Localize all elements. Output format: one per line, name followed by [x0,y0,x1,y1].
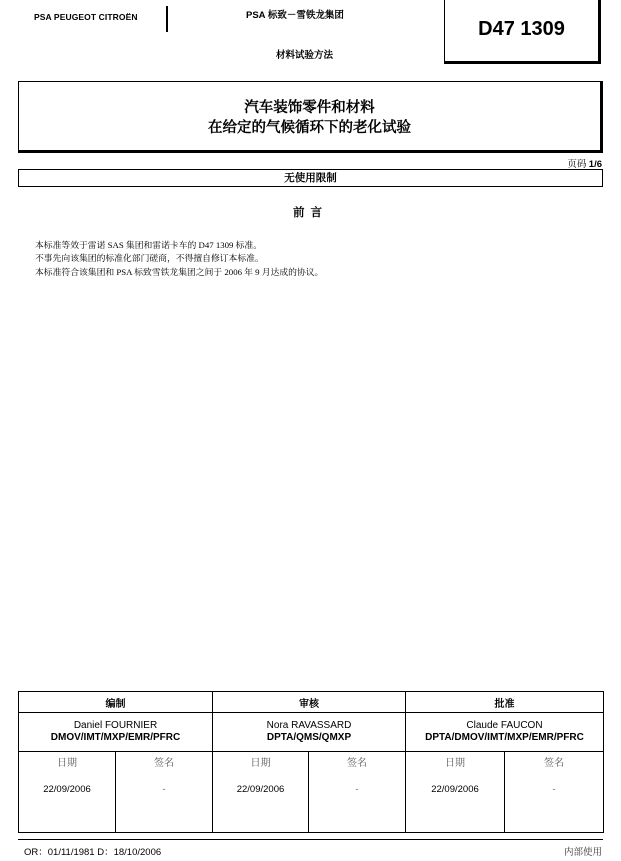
signature-label: 签名 [505,752,604,771]
restriction-banner: 无使用限制 [18,169,603,187]
reviewed-by-cell [213,713,406,752]
foreword-body [35,239,323,279]
foreword-heading: 前言 [293,207,328,219]
prepared-by-name: Daniel FOURNIER [73,720,158,731]
date-label: 日期 [213,752,309,771]
reviewed-date: 22/09/2006 [213,770,309,833]
document-code: D47 1309 [478,18,565,40]
page-number [567,156,602,170]
approved-by-name: Claude FAUCON [466,720,543,731]
prepared-by-header: 编制 [19,692,213,713]
reviewed-by-name: Nora RAVASSARD [266,720,352,731]
document-code-box [444,0,601,64]
reviewed-signature: - [309,770,406,833]
title-box [18,81,603,153]
logo-divider [166,6,168,32]
title-line-2: 在给定的气候循环下的老化试验 [208,120,411,136]
reviewed-by-dept: DPTA/QMS/QMXP [266,732,352,743]
prepared-by-cell [19,713,213,752]
date-label: 日期 [19,752,116,771]
foreword-paragraph: 本标准等效于雷诺 SAS 集团和雷诺卡车的 D47 1309 标准。 [35,240,263,250]
signature-label: 签名 [309,752,406,771]
footer-divider [18,839,603,840]
signature-label: 签名 [116,752,213,771]
approved-date: 22/09/2006 [406,770,505,833]
prepared-date: 22/09/2006 [19,770,116,833]
footer-classification: 内部使用 [563,848,602,858]
company-logo: PSA PEUGEOT CITROËN [34,12,138,22]
approved-by-cell [406,713,604,752]
reviewed-by-header: 审核 [213,692,406,713]
approval-table [18,691,604,833]
page-label: 页码 [567,160,587,170]
foreword-paragraph: 本标准符合该集团和 PSA 标致雪铁龙集团之间于 2006 年 9 月达成的协议。 [35,266,324,277]
prepared-by-dept: DMOV/IMT/MXP/EMR/PFRC [50,732,181,743]
page-value: 1/6 [588,159,602,170]
prepared-signature: - [116,770,213,833]
approved-by-dept: DPTA/DMOV/IMT/MXP/EMR/PFRC [425,732,584,743]
date-label: 日期 [406,752,505,771]
approved-by-header: 批准 [406,692,604,713]
title-line-1: 汽车装饰零件和材料 [244,100,375,116]
methods-label: 材料试验方法 [276,50,334,61]
footer-dates: OR：01/11/1981 D：18/10/2006 [24,847,162,858]
approved-signature: - [505,770,604,833]
foreword-paragraph: 不事先向该集团的标准化部门磋商，不得擅自修订本标准。 [35,253,264,264]
organization-name: PSA 标致－雪铁龙集团 [246,10,344,21]
